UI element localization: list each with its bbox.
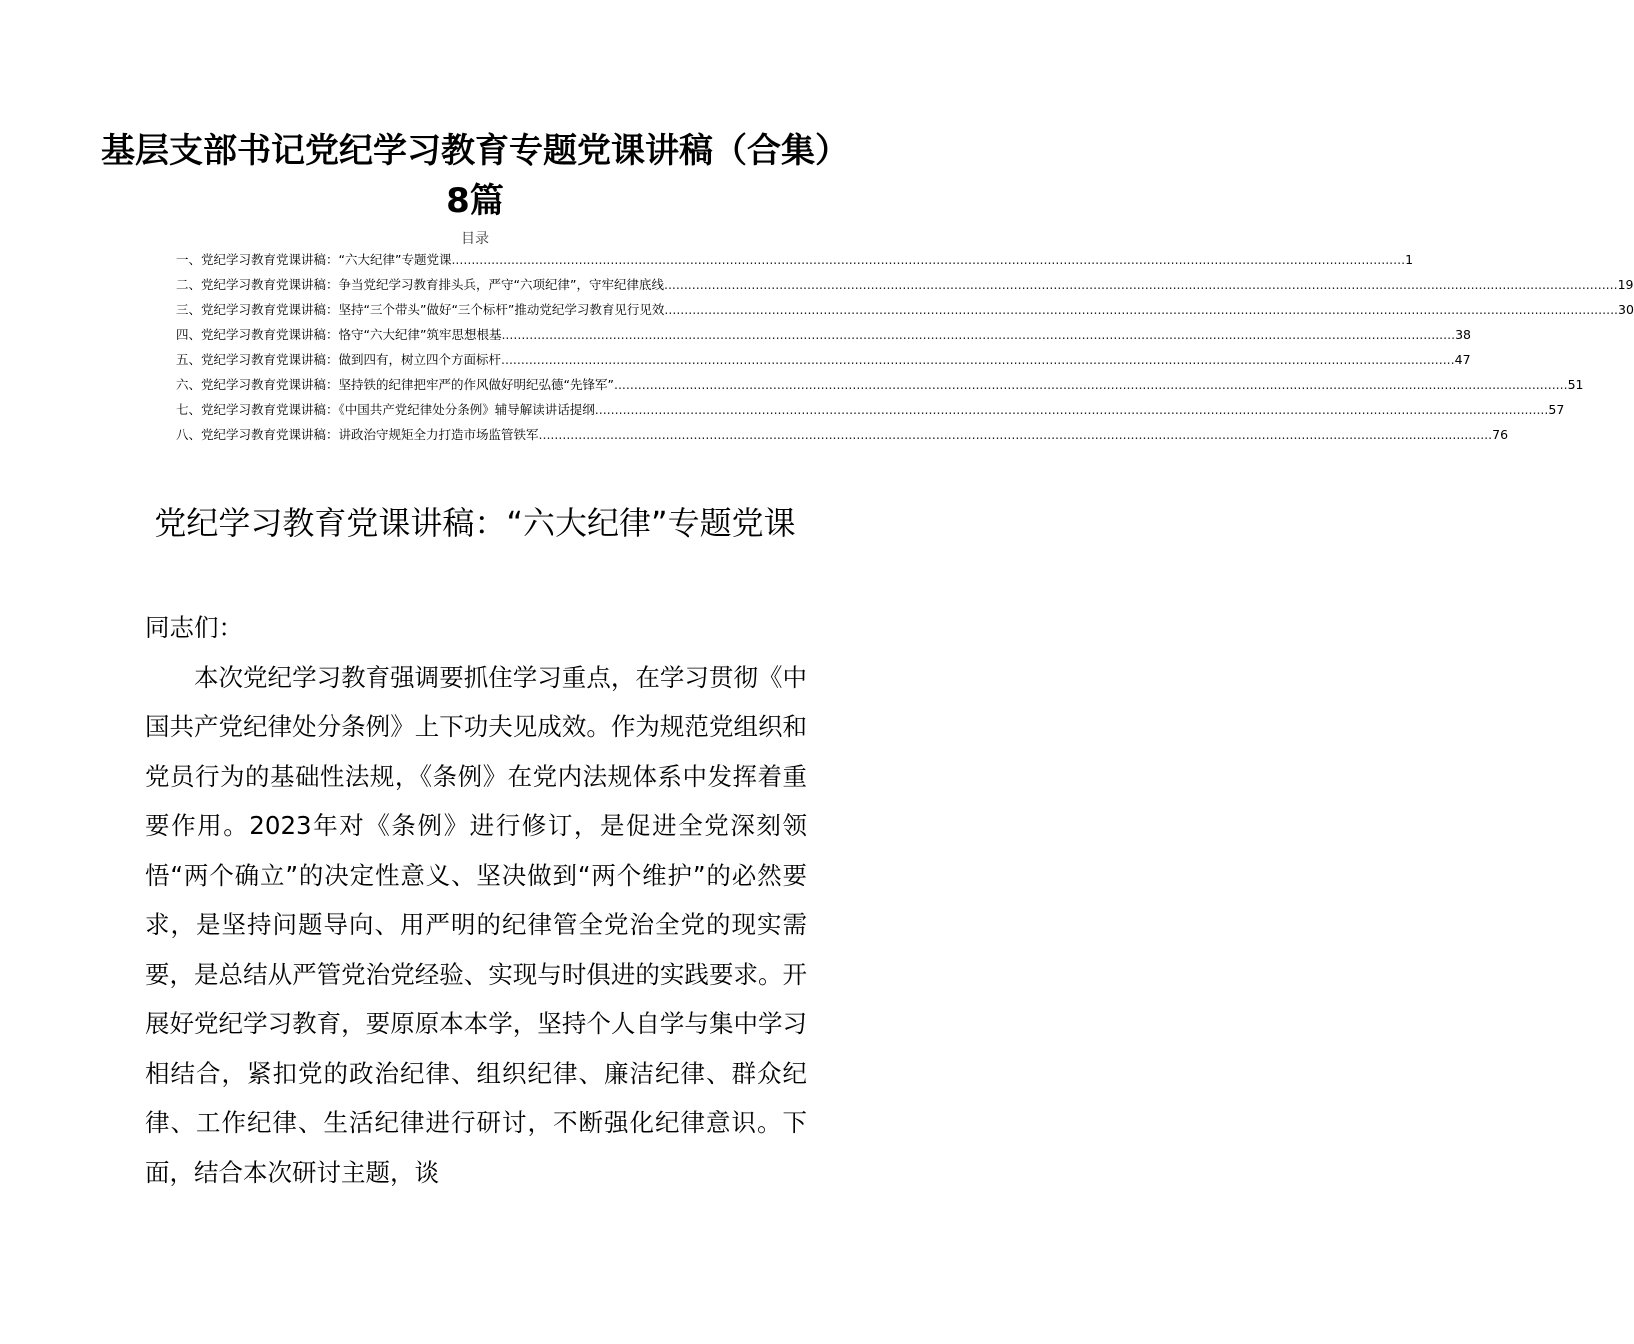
toc-entry-title: 六、党纪学习教育党课讲稿：坚持铁的纪律把牢严的作风做好明纪弘德“先锋军”: [176, 377, 614, 392]
toc-entry-page: 30: [1618, 302, 1634, 317]
toc-leader: [501, 327, 1455, 342]
toc-entry-title: 五、党纪学习教育党课讲稿：做到四有，树立四个方面标杆: [176, 352, 502, 367]
toc-entry[interactable]: [176, 350, 1471, 375]
table-of-contents: [176, 250, 1634, 450]
toc-entry-page: 57: [1548, 402, 1565, 417]
toc-leader: [501, 352, 1455, 367]
toc-leader: [539, 427, 1493, 442]
toc-entry-page: 76: [1492, 427, 1509, 442]
toc-entry-title: 二、党纪学习教育党课讲稿：争当党纪学习教育排头兵，严守“六项纪律”，守牢纪律底线: [176, 277, 664, 292]
body-paragraph: 本次党纪学习教育强调要抓住学习重点，在学习贯彻《中国共产党纪律处分条例》上下功夫见成效。作为规范党组织和党员行为的基础性法规，《条例》在党内法规体系中发挥着重要作用。2023年对《条例》进行修订，是促进全党深刻领悟“两个确立”的决定性意义、坚决做到“两个维护”的必然要求，是坚持问题导向、用严明的纪律管全党治全党的现实需要，是总结从严管党治党经验、实现与时俱进的实践要求。开展好党纪学习教育，要原原本本学，坚持个人自学与集中学习相结合，紧扣党的政治纪律、组织纪律、廉洁纪律、群众纪律、工作纪律、生活纪律进行研讨，不断强化纪律意识。下面，结合本次研讨主题，谈: [145, 662, 807, 1187]
toc-leader: [595, 402, 1549, 417]
section-body: [145, 603, 807, 1197]
toc-entry-page: 38: [1455, 327, 1471, 342]
toc-entry-page: 51: [1567, 377, 1584, 392]
toc-entry[interactable]: [176, 325, 1471, 350]
toc-leader: [664, 302, 1618, 317]
toc-entry-title: 三、党纪学习教育党课讲稿：坚持“三个带头”做好“三个标杆”推动党纪学习教育见行见效: [176, 302, 665, 317]
toc-entry[interactable]: [176, 425, 1509, 450]
toc-entry-title: 七、党纪学习教育党课讲稿：《中国共产党纪律处分条例》辅导解读讲话提纲: [176, 402, 595, 417]
toc-entry[interactable]: [176, 400, 1565, 425]
toc-entry[interactable]: [176, 300, 1634, 325]
toc-leader: [614, 377, 1568, 392]
toc-entry-title: 八、党纪学习教育党课讲稿：讲政治守规矩全力打造市场监管铁军: [176, 427, 539, 442]
toc-entry[interactable]: [176, 250, 1414, 275]
toc-entry[interactable]: [176, 275, 1634, 300]
document-title: 基层支部书记党纪学习教育专题党课讲稿（合集）8篇: [101, 131, 849, 221]
toc-entry-page: 1: [1405, 252, 1414, 267]
toc-entry[interactable]: [176, 375, 1584, 400]
salutation: 同志们：: [145, 613, 243, 642]
toc-entry-title: 四、党纪学习教育党课讲稿：恪守“六大纪律”筑牢思想根基: [176, 327, 502, 342]
toc-heading: 目录: [461, 231, 489, 247]
toc-leader: [451, 252, 1405, 267]
toc-leader: [664, 277, 1618, 292]
toc-entry-title: 一、党纪学习教育党课讲稿：“六大纪律”专题党课: [176, 252, 452, 267]
toc-entry-page: 19: [1617, 277, 1634, 292]
section-title: 党纪学习教育党课讲稿：“六大纪律”专题党课: [154, 504, 796, 542]
toc-entry-page: 47: [1454, 352, 1471, 367]
